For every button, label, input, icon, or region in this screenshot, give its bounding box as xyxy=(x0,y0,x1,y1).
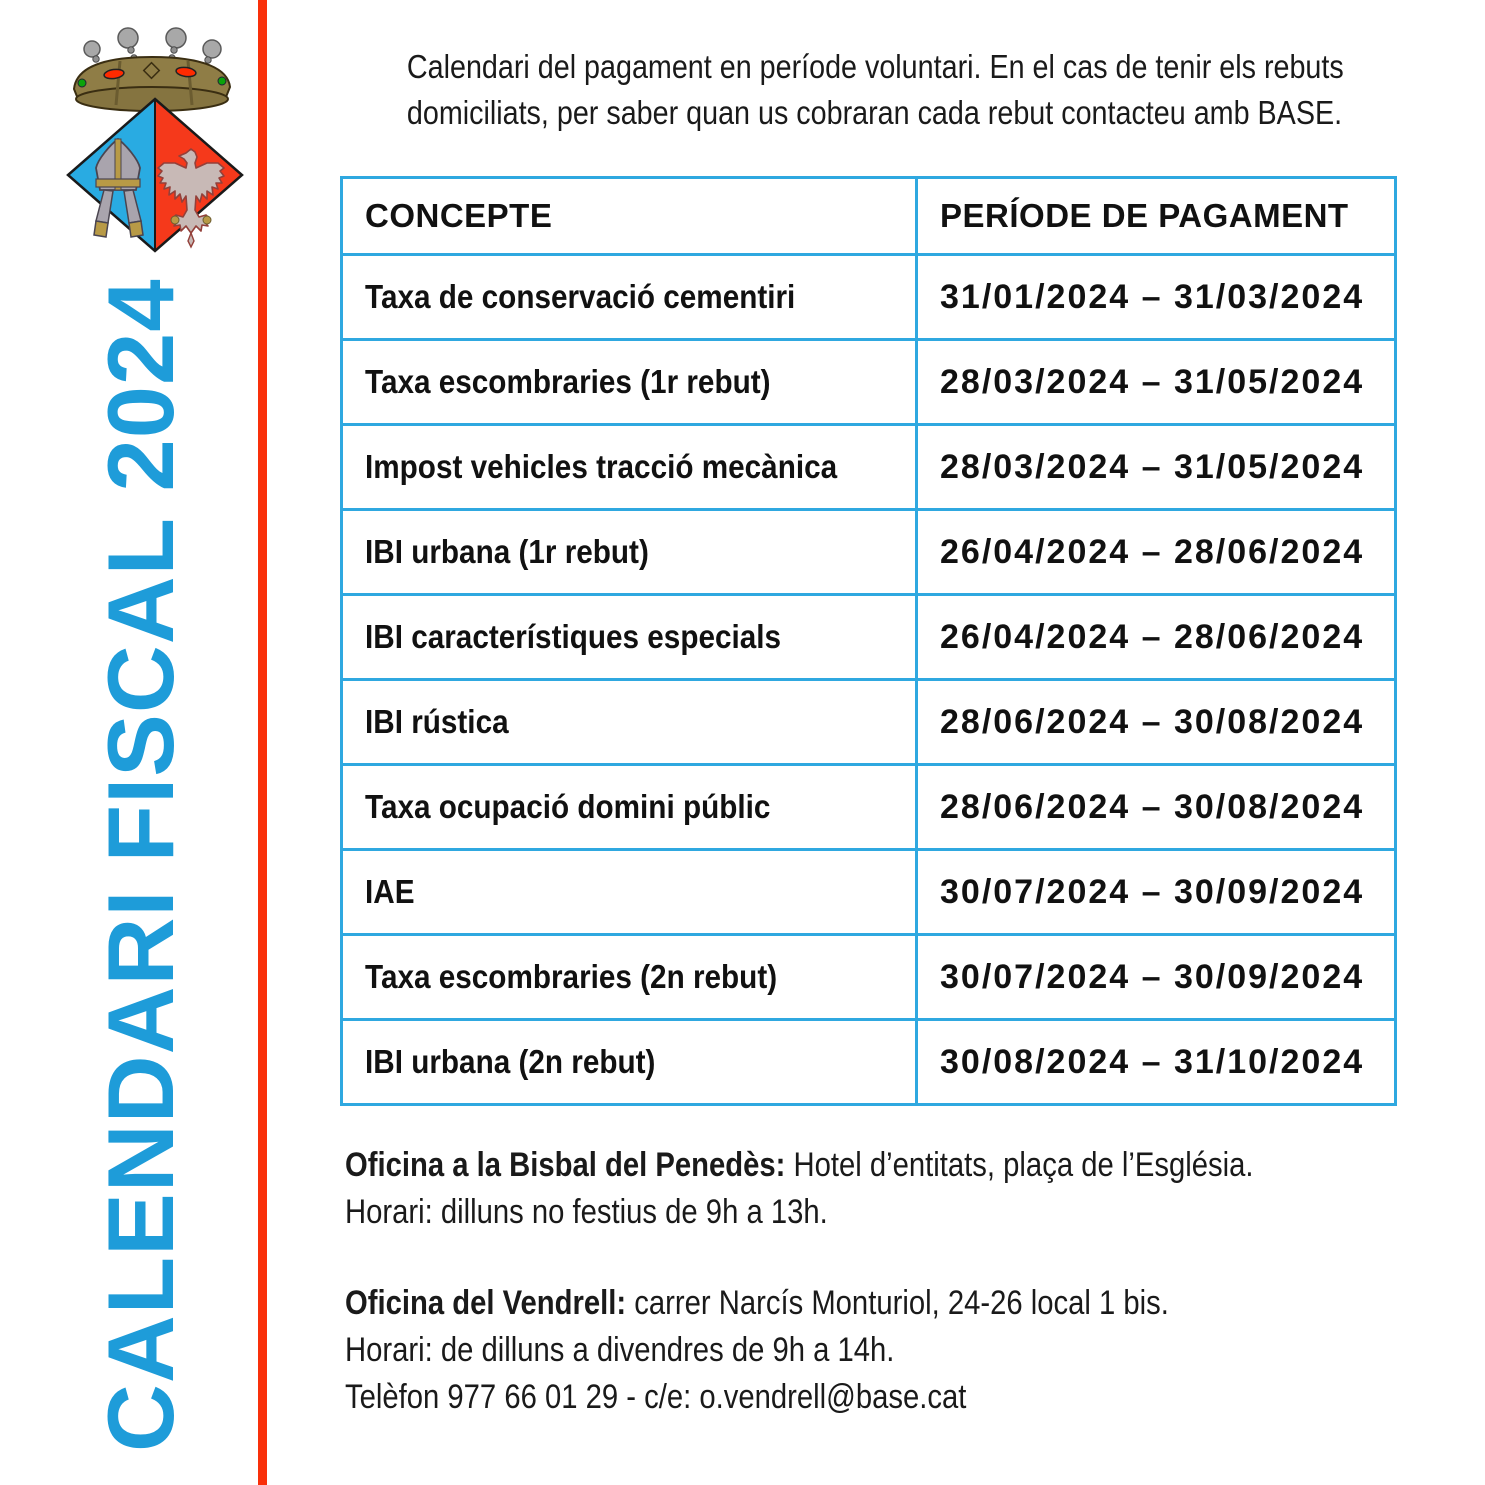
intro-line-2: domiciliats, per saber quan us cobraran cada rebut contacteu amb BASE. xyxy=(406,94,1343,131)
period-cell: 28/06/2024 – 30/08/2024 xyxy=(917,765,1396,850)
table-row xyxy=(342,595,1396,680)
table-row xyxy=(342,340,1396,425)
table-row xyxy=(342,255,1396,340)
period-header: PERÍODE DE PAGAMENT xyxy=(917,178,1396,255)
payment-calendar-table xyxy=(340,176,1397,1106)
concept-cell xyxy=(342,510,917,595)
period-cell: 28/03/2024 – 31/05/2024 xyxy=(917,340,1396,425)
table-row xyxy=(342,850,1396,935)
table-header-row xyxy=(342,178,1396,255)
period-cell: 26/04/2024 – 28/06/2024 xyxy=(917,595,1396,680)
table-row xyxy=(342,425,1396,510)
table-row xyxy=(342,935,1396,1020)
office-info xyxy=(345,1142,1425,1465)
concept-text: IBI rústica xyxy=(365,703,509,740)
vertical-title: CALENDARI FISCAL 2024 xyxy=(88,278,193,1452)
period-cell: 28/06/2024 – 30/08/2024 xyxy=(917,680,1396,765)
office-phone-email: Telèfon 977 66 01 29 - c/e: o.vendrell@base.cat xyxy=(345,1378,967,1416)
concept-header: CONCEPTE xyxy=(342,178,917,255)
period-cell: 30/08/2024 – 31/10/2024 xyxy=(917,1020,1396,1105)
intro-text xyxy=(338,44,1398,136)
concept-text: Taxa escombraries (2n rebut) xyxy=(365,958,778,995)
office-address: carrer Narcís Monturiol, 24-26 local 1 bis. xyxy=(626,1284,1169,1322)
concept-cell xyxy=(342,680,917,765)
concept-cell xyxy=(342,1020,917,1105)
concept-text: Taxa escombraries (1r rebut) xyxy=(365,363,771,400)
table-row xyxy=(342,765,1396,850)
concept-text: Taxa ocupació domini públic xyxy=(365,788,771,825)
lozenge-shield-icon xyxy=(68,99,242,251)
office-address: Hotel d’entitats, plaça de l’Església. xyxy=(785,1146,1254,1184)
concept-cell xyxy=(342,765,917,850)
concept-text: Taxa de conservació cementiri xyxy=(365,278,796,315)
office-bisbal xyxy=(345,1142,1425,1236)
municipal-coat-of-arms xyxy=(60,26,250,258)
red-divider-line xyxy=(258,0,267,1485)
table-row xyxy=(342,1020,1396,1105)
concept-text: Impost vehicles tracció mecànica xyxy=(365,448,838,485)
office-hours: Horari: de dilluns a divendres de 9h a 14h. xyxy=(345,1331,895,1369)
concept-text: IBI urbana (2n rebut) xyxy=(365,1043,656,1080)
concept-text: IAE xyxy=(365,873,415,910)
concept-text: IBI característiques especials xyxy=(365,618,782,655)
concept-cell xyxy=(342,850,917,935)
intro-line-1: Calendari del pagament en període voluntari. En el cas de tenir els rebuts xyxy=(406,48,1344,85)
concept-cell xyxy=(342,255,917,340)
table-row xyxy=(342,680,1396,765)
crown-icon xyxy=(74,28,230,111)
concept-text: IBI urbana (1r rebut) xyxy=(365,533,649,570)
concept-cell xyxy=(342,425,917,510)
office-name: Oficina del Vendrell: xyxy=(345,1284,627,1322)
concept-cell xyxy=(342,595,917,680)
period-cell: 26/04/2024 – 28/06/2024 xyxy=(917,510,1396,595)
period-cell: 30/07/2024 – 30/09/2024 xyxy=(917,935,1396,1020)
concept-cell xyxy=(342,935,917,1020)
office-name: Oficina a la Bisbal del Penedès: xyxy=(345,1146,786,1184)
table-row xyxy=(342,510,1396,595)
concept-cell xyxy=(342,340,917,425)
period-cell: 30/07/2024 – 30/09/2024 xyxy=(917,850,1396,935)
office-hours: Horari: dilluns no festius de 9h a 13h. xyxy=(345,1193,828,1231)
period-cell: 31/01/2024 – 31/03/2024 xyxy=(917,255,1396,340)
office-vendrell xyxy=(345,1280,1425,1421)
period-cell: 28/03/2024 – 31/05/2024 xyxy=(917,425,1396,510)
